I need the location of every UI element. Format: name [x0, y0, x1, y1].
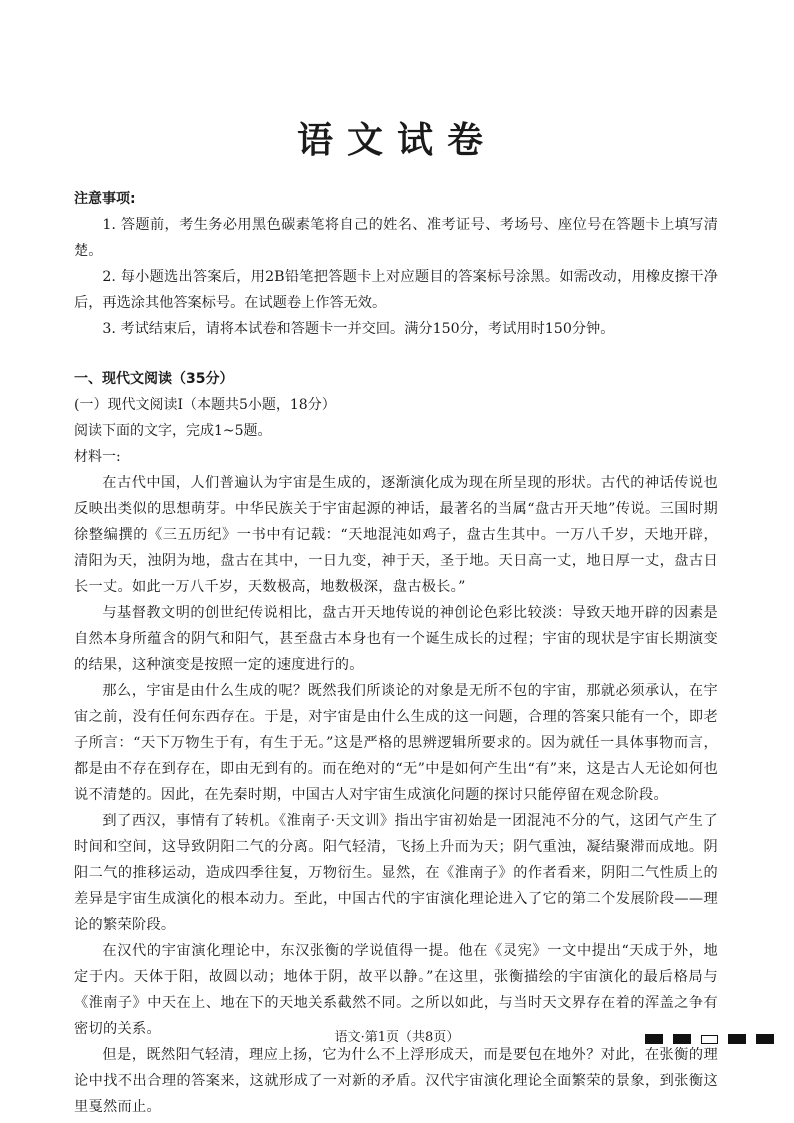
section-heading: 一、现代文阅读（35分）: [74, 371, 234, 387]
page-footer: 语文·第1页（共8页）: [334, 1030, 460, 1045]
scan-mark-filled: [756, 1034, 774, 1044]
exam-content: [74, 186, 718, 1120]
notice-item-2: 2. 每小题选出答案后，用2B铅笔把答题卡上对应题目的答案标号涂黑。如需改动，用橡皮擦干净后，再选涂其他答案标号。在试题卷上作答无效。: [74, 269, 718, 311]
material-label: 材料一:: [74, 449, 121, 465]
passage-paragraph-2: 与基督教文明的创世纪传说相比，盘古开天地传说的神创论色彩比较淡：导致天地开辟的因素是自然本身所蕴含的阴气和阳气，甚至盘古本身也有一个诞生成长的过程；宇宙的现状是宇宙长期演变的结果，这种演变是按照一定的速度进行的。: [74, 605, 718, 673]
notice-heading: 注意事项:: [74, 191, 136, 207]
scan-mark-filled: [728, 1034, 746, 1044]
passage-paragraph-3: 那么，宇宙是由什么生成的呢？既然我们所谈论的对象是无所不包的宇宙，那就必须承认，在宇宙之前，没有任何东西存在。于是，对宇宙是由什么生成的这一问题，合理的答案只能有一个，即老子所言：“天下万物生于有，有生于无。”这是严格的思辨逻辑所要求的。因为就任一具体事物而言，都是由不存在到存在，即由无到有的。而在绝对的“无”中是如何产生出“有”来，这是古人无论如何也说不清楚的。因此，在先秦时期，中国古人对宇宙生成演化问题的探讨只能停留在观念阶段。: [74, 683, 718, 803]
passage-paragraph-1: 在古代中国，人们普遍认为宇宙是生成的，逐渐演化成为现在所呈现的形状。古代的神话传说也反映出类似的思想萌芽。中华民族关于宇宙起源的神话，最著名的当属“盘古开天地”传说。三国时期徐整编撰的《三五历纪》一书中有记载：“天地混沌如鸡子，盘古生其中。一万八千岁，天地开辟，清阳为天，浊阴为地，盘古在其中，一日九变，神于天，圣于地。天日高一丈，地日厚一丈，盘古日长一丈。如此一万八千岁，天数极高，地数极深，盘古极长。”: [74, 475, 718, 595]
notice-item-3: 3. 考试结束后，请将本试卷和答题卡一并交回。满分150分，考试用时150分钟。: [102, 321, 615, 337]
passage-paragraph-6: 但是，既然阳气轻清，理应上扬，它为什么不上浮形成天，而是要包在地外？对此，在张衡的理论中找不出合理的答案来，这就形成了一对新的矛盾。汉代宇宙演化理论全面繁荣的景象，到张衡这里戛然而止。: [74, 1047, 718, 1115]
passage-paragraph-4: 到了西汉，事情有了转机。《淮南子·天文训》指出宇宙初始是一团混沌不分的气，这团气产生了时间和空间，这导致阴阳二气的分离。阳气轻清，飞扬上升而为天；阴气重浊，凝结聚滞而成地。阴阳二气的推移运动，造成四季往复，万物衍生。显然，在《淮南子》的作者看来，阴阳二气性质上的差异是宇宙生成演化的根本动力。至此，中国古代的宇宙演化理论进入了它的第二个发展阶段——理论的繁荣阶段。: [74, 813, 718, 933]
scan-mark-hollow: [701, 1035, 718, 1044]
scan-mark-filled: [645, 1034, 663, 1044]
passage-paragraph-5: 在汉代的宇宙演化理论中，东汉张衡的学说值得一提。他在《灵宪》一文中提出“天成于外，地定于内。天体于阳，故圆以动；地体于阴，故平以静。”在这里，张衡描绘的宇宙演化的最后格局与《淮南子》中天在上、地在下的天地关系截然不同。之所以如此，与当时天文界存在着的浑盖之争有密切的关系。: [74, 943, 718, 1037]
scan-mark-filled: [673, 1034, 691, 1044]
notice-item-1: 1. 答题前，考生务必用黑色碳素笔将自己的姓名、准考证号、考场号、座位号在答题卡上填写清楚。: [74, 217, 718, 259]
reading-instruction: 阅读下面的文字，完成1~5题。: [74, 423, 272, 439]
scan-marks: [645, 1033, 774, 1045]
subsection-heading: (一）现代文阅读Ⅰ（本题共5小题，18分）: [74, 397, 336, 413]
exam-title: 语文试卷: [296, 119, 497, 161]
